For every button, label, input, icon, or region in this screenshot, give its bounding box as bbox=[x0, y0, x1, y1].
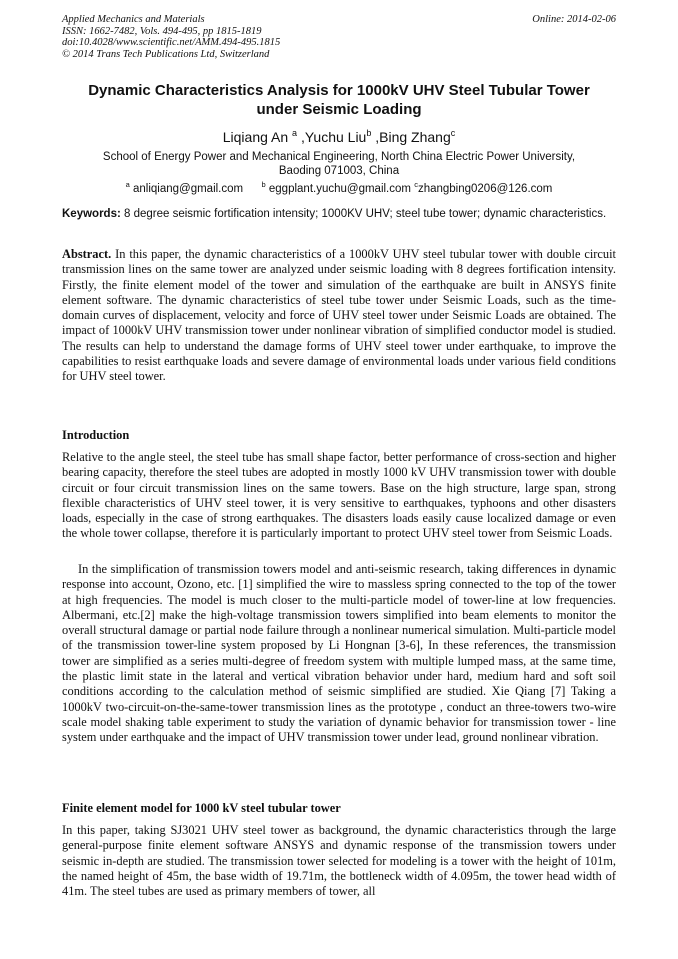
keywords-label: Keywords: bbox=[62, 208, 121, 220]
online-date: Online: 2014-02-06 bbox=[532, 14, 616, 25]
email-list bbox=[62, 178, 616, 196]
copyright-line: © 2014 Trans Tech Publications Ltd, Switzerland bbox=[62, 48, 270, 60]
paper-title bbox=[62, 82, 616, 119]
author-name: Bing Zhang bbox=[379, 129, 451, 145]
author-separator: , bbox=[297, 129, 305, 145]
author-name: Yuchu Liu bbox=[304, 129, 367, 145]
affiliation bbox=[62, 150, 616, 179]
author-name: Liqiang An bbox=[222, 129, 289, 145]
author-superscript: c bbox=[450, 128, 456, 138]
fem-paragraph-1: In this paper, taking SJ3021 UHV steel tower as background, the dynamic characteristics through the large general-purpose finite element software ANSYS and dynamic response of the transmission towers under seismic in-depth are studied. The transmission tower selected for modeling is a tower with the height of 101m, the named height of 45m, the base width of 19.71m, the bottleneck width of 4.095m, the tower head width of 41m. The steel tubes are used as primary members of tower, all bbox=[62, 823, 616, 899]
introduction-paragraph-1: Relative to the angle steel, the steel tube has small shape factor, better performance of cross-section and higher bearing capacity, therefore the steel tubes are adopted in mostly 1000 kV UHV transmission tower with double circuit or four circuit transmission lines on the same towers. Base on the high structure, large span, strong flexible characteristics of UHV steel tower, it is very sensitive to earthquakes, typhoons and other disasters loads, especially in the case of strong earthquakes. The disasters loads easily cause localized damage or even the whole tower collapse, therefore it is particularly important to protect UHV steel tower from Seismic Loads. bbox=[62, 450, 616, 541]
abstract-text: In this paper, the dynamic characteristics of a 1000kV UHV steel tubular tower with double circuit transmission lines on the same tower are analyzed under seismic loading with 8 degrees fortification intensity. Firstly, the finite element model of the tower and simulation of the earthquake are built in ANSYS finite element software. The dynamic characteristics of steel tube tower under Seismic Loads, such as the time-domain curves of displacement, velocity and force of UHV steel tower under Seismic Loads are obtained. The impact of 1000kV UHV transmission tower under nonlinear vibration of simplified conductor model is studied. The results can help to understand the damage forms of UHV steel tower under earthquake, to improve the capabilities to resist earthquake loads and severe damage of environmental loads under various field conditions for UHV steel tower. bbox=[62, 247, 616, 384]
author-separator: , bbox=[371, 129, 380, 145]
keywords bbox=[62, 208, 616, 222]
issn-line: ISSN: 1662-7482, Vols. 494-495, pp 1815-1819 bbox=[62, 25, 262, 37]
author-superscript: a bbox=[292, 128, 298, 138]
author-list bbox=[62, 125, 616, 146]
affiliation-line-1: School of Energy Power and Mechanical Engineering, North China Electric Power University, bbox=[102, 151, 576, 163]
abstract bbox=[62, 247, 616, 385]
affiliation-line-2: Baoding 071003, China bbox=[278, 165, 400, 178]
fem-heading: Finite element model for 1000 kV steel tubular tower bbox=[62, 801, 341, 815]
doi-line: doi:10.4028/www.scientific.net/AMM.494-495.1815 bbox=[62, 37, 281, 49]
email-address[interactable]: anliqiang@gmail.com bbox=[132, 183, 244, 195]
journal-name: Applied Mechanics and Materials bbox=[62, 14, 205, 25]
email-address[interactable]: eggplant.yuchu@gmail.com bbox=[268, 183, 411, 195]
author-superscript: b bbox=[366, 128, 372, 138]
email-superscript: c bbox=[414, 180, 418, 189]
title-line-1: Dynamic Characteristics Analysis for 1000kV UHV Steel Tubular Tower bbox=[88, 82, 590, 99]
journal-header bbox=[62, 14, 616, 60]
introduction-paragraph-2: In the simplification of transmission towers model and anti-seismic research, taking differences in dynamic response into account, Ozono, etc. [1] simplified the wire to massless spring connected to the top of the tower at high frequencies. The model is much closer to the multi-particle model of tower-line at low frequencies. Albermani, etc.[2] make the high-voltage transmission towers simplified into beam elements to monitor the overall structural damage or partial node failure through a nonlinear numerical simulation. Multi-particle model of the transmission tower-line system proposed by Li Hongnan [3-6], In these references, the transmission tower are simplified as a series multi-degree of freedom system with multiple lumped mass, at the same time, the plastic limit state in the lateral and vertical vibration behavior under hard, medium hard and soft soil conditions according to the calculation method of seismic simplified are studied. Xie Qiang [7] Taking a 1000kV two-circuit-on-the-same-tower transmission lines as the prototype , conduct an three-towers two-wire scale model shaking table experiment to study the variation of dynamic behavior for transmission tower - line system under earthquake and the impact of UHV transmission tower under lead, ground nonlinear vibration. bbox=[62, 562, 616, 745]
email-address[interactable]: zhangbing0206@126.com bbox=[417, 183, 553, 195]
keywords-text: 8 degree seismic fortification intensity; 1000KV UHV; steel tube tower; dynamic characteristics. bbox=[124, 208, 607, 220]
introduction-heading: Introduction bbox=[62, 428, 130, 442]
email-superscript: b bbox=[261, 180, 266, 189]
title-line-2: under Seismic Loading bbox=[256, 100, 422, 118]
email-superscript: a bbox=[125, 180, 130, 189]
abstract-label: Abstract. bbox=[62, 247, 112, 261]
